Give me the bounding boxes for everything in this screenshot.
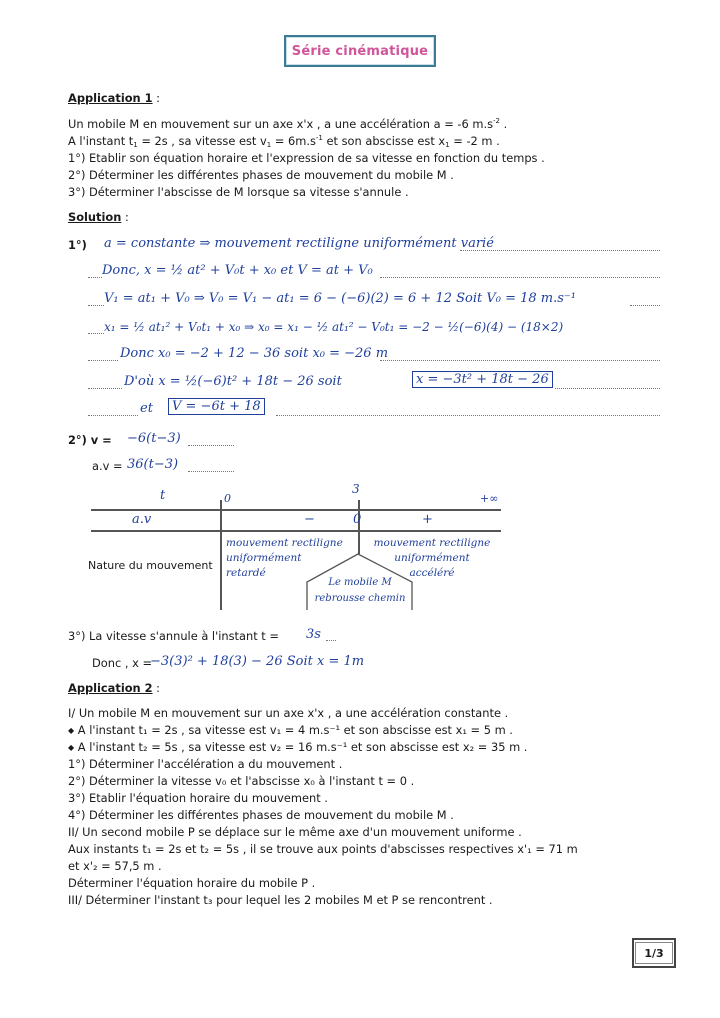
app1-question-1: 1°) Etablir son équation horaire et l'expression de sa vitesse en fonction du temps . bbox=[68, 151, 545, 165]
table-plus: + bbox=[422, 512, 433, 527]
dotted-line bbox=[88, 277, 102, 278]
diamond-bullet-icon: ◆ bbox=[68, 743, 75, 752]
app2-part2-intro: II/ Un second mobile P se déplace sur le même axe d'un mouvement uniforme . bbox=[68, 825, 522, 839]
solution-heading: Solution : bbox=[68, 210, 129, 224]
table-nature-label: Nature du mouvement bbox=[88, 559, 213, 572]
dotted-line bbox=[88, 333, 104, 334]
document-title: Série cinématique bbox=[291, 43, 429, 59]
et-word: et bbox=[140, 401, 153, 416]
dotted-line bbox=[88, 388, 122, 389]
diamond-bullet-icon: ◆ bbox=[68, 726, 75, 735]
app2-part2-line2: et x'₂ = 57,5 m . bbox=[68, 859, 162, 873]
dotted-line bbox=[460, 250, 660, 251]
app2-question-3: 3°) Etablir l'équation horaire du mouvement . bbox=[68, 791, 328, 805]
table-av-label: a.v bbox=[132, 512, 152, 527]
table-hline-mid bbox=[91, 530, 501, 532]
right-phase: mouvement rectiligne uniformément accéléré bbox=[373, 537, 491, 579]
table-t0: 0 bbox=[224, 492, 231, 505]
table-hline-top bbox=[91, 509, 501, 511]
q2-v-label: 2°) v = bbox=[68, 433, 112, 447]
table-minus: − bbox=[304, 512, 315, 527]
boxed-v-equation: V = −6t + 18 bbox=[168, 399, 265, 415]
boxed-x-equation: x = −3t² + 18t − 26 bbox=[412, 372, 553, 388]
app2-part2-question: Déterminer l'équation horaire du mobile P . bbox=[68, 876, 316, 890]
title-box bbox=[284, 35, 436, 67]
dotted-line bbox=[326, 640, 336, 641]
rebrousse-chemin-note: Le mobile M rebrousse chemin bbox=[314, 577, 406, 604]
dotted-line bbox=[276, 415, 660, 416]
solution-line-6: D'où x = ½(−6)t² + 18t − 26 soit bbox=[124, 374, 342, 389]
dotted-line bbox=[188, 445, 234, 446]
page-number-box bbox=[632, 938, 676, 968]
app2-question-4: 4°) Déterminer les différentes phases de mouvement du mobile M . bbox=[68, 808, 454, 822]
q2-v-value: −6(t−3) bbox=[127, 431, 181, 446]
table-t3: 3 bbox=[352, 482, 360, 496]
dotted-line bbox=[188, 471, 234, 472]
dotted-line bbox=[380, 360, 660, 361]
left-phase: mouvement rectiligne uniformément retardé bbox=[226, 537, 343, 579]
app1-question-3: 3°) Déterminer l'abscisse de M lorsque sa vitesse s'annule . bbox=[68, 185, 409, 199]
app2-part1-intro: I/ Un mobile M en mouvement sur un axe x'x , a une accélération constante . bbox=[68, 706, 509, 720]
table-tinf: +∞ bbox=[480, 492, 499, 505]
solution-line-2: Donc, x = ½ at² + V₀t + x₀ et V = at + V₀ bbox=[102, 263, 373, 278]
q3-donc: Donc , x = bbox=[92, 656, 152, 670]
app2-bullet-1: ◆ A l'instant t₁ = 2s , sa vitesse est v₁ = 4 m.s⁻¹ et son abscisse est x₁ = 5 m . bbox=[68, 723, 513, 737]
app1-statement-line1: Un mobile M en mouvement sur un axe x'x , a une accélération a = -6 $m.s^{-2}$ . bbox=[68, 117, 508, 131]
app1-heading: Application 1 : bbox=[68, 91, 161, 105]
app2-question-1: 1°) Déterminer l'accélération a du mouvement . bbox=[68, 757, 343, 771]
dotted-line bbox=[88, 305, 104, 306]
q1-label: 1°) bbox=[68, 238, 87, 252]
app1-question-2: 2°) Déterminer les différentes phases de mouvement du mobile M . bbox=[68, 168, 454, 182]
table-zero: 0 bbox=[353, 512, 362, 527]
dotted-line bbox=[555, 388, 660, 389]
q3-text: 3°) La vitesse s'annule à l'instant t = bbox=[68, 629, 279, 643]
q3-calc: −3(3)² + 18(3) − 26 Soit x = 1m bbox=[150, 654, 365, 669]
q3-value: 3s bbox=[306, 627, 321, 642]
app2-part3: III/ Déterminer l'instant t₃ pour lequel les 2 mobiles M et P se rencontrent . bbox=[68, 893, 493, 907]
dotted-line bbox=[88, 415, 138, 416]
app2-question-2: 2°) Déterminer la vitesse v₀ et l'abscisse x₀ à l'instant t = 0 . bbox=[68, 774, 415, 788]
solution-line-4: x₁ = ½ at₁² + V₀t₁ + x₀ ⇒ x₀ = x₁ − ½ at₁² − V₀t₁ = −2 − ½(−6)(4) − (18×2) bbox=[104, 320, 564, 334]
solution-line-3: V₁ = at₁ + V₀ ⇒ V₀ = V₁ − at₁ = 6 − (−6)(2) = 6 + 12 Soit V₀ = 18 m.s⁻¹ bbox=[104, 291, 577, 306]
q2-av-value: 36(t−3) bbox=[127, 457, 179, 472]
dotted-line bbox=[380, 277, 660, 278]
app2-bullet-2: ◆ A l'instant t₂ = 5s , sa vitesse est v₂ = 16 m.s⁻¹ et son abscisse est x₂ = 35 m . bbox=[68, 740, 528, 754]
table-vline-left bbox=[220, 500, 222, 610]
dotted-line bbox=[630, 305, 660, 306]
app1-statement-line2: A l'instant $t_1 = 2s$ , sa vitesse est $v_1 = 6m.s^{-1}$ et son abscisse est $x_1 = -2$ m . bbox=[68, 134, 500, 149]
app2-part2-line1: Aux instants t₁ = 2s et t₂ = 5s , il se trouve aux points d'abscisses respectives x'₁ = 71 m bbox=[68, 842, 578, 856]
page-number: 1/3 bbox=[635, 942, 673, 964]
q2-av-label: a.v = bbox=[92, 459, 123, 473]
solution-line-1: a = constante ⇒ mouvement rectiligne uniformément varié bbox=[104, 236, 494, 251]
table-t-label: t bbox=[160, 488, 166, 503]
app2-heading: Application 2 : bbox=[68, 681, 161, 695]
solution-line-5: Donc x₀ = −2 + 12 − 36 soit x₀ = −26 m bbox=[120, 346, 389, 361]
dotted-line bbox=[88, 360, 118, 361]
